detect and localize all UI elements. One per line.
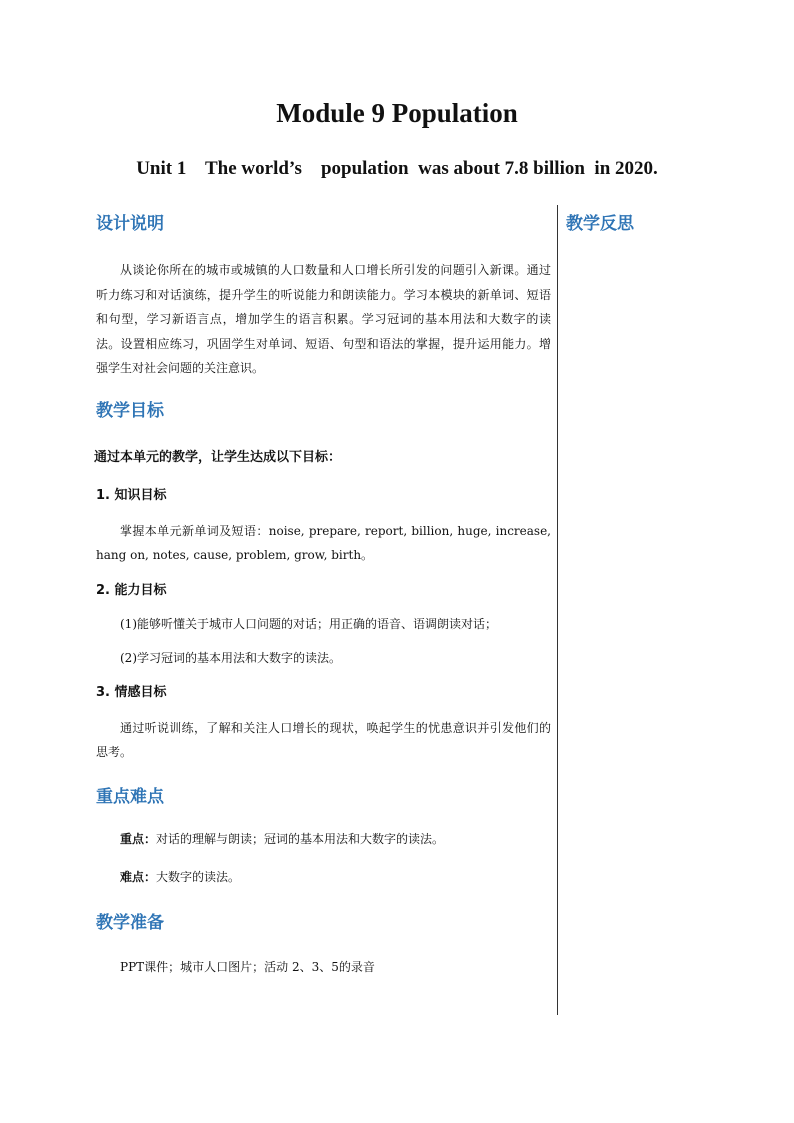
keypoints-section (96, 783, 551, 889)
column-divider (557, 205, 558, 1015)
prep-heading: 教学准备 (96, 912, 164, 933)
page-title: Module 9 Population (276, 98, 518, 128)
unit-title: Unit 1 The world’s population was about 7.8 billion in 2020. (136, 158, 658, 179)
goals-heading: 教学目标 (96, 400, 164, 421)
key-point-label: 重点： (120, 831, 157, 846)
design-heading: 设计说明 (96, 214, 164, 234)
reflection-heading: 教学反思 (566, 214, 634, 234)
emotion-title: 3. 情感目标 (96, 684, 167, 700)
main-column (96, 210, 551, 979)
ability-title: 2. 能力目标 (96, 582, 167, 598)
difficulty-line (96, 865, 551, 889)
knowledge-title: 1. 知识目标 (96, 487, 167, 503)
design-section (96, 210, 551, 381)
design-body: 从谈论你所在的城市或城镇的人口数量和人口增长所引发的问题引入新课。通过听力练习和对话演练，提升学生的听说能力和朗读能力。学习本模块的新单词、短语和句型，学习新语言点，增加学生的语言积累。学习冠词的基本用法和大数字的读法。设置相应练习，巩固学生对单词、短语、句型和语法的掌握，提升运用能力。增强学生对社会问题的关注意识。 (96, 263, 551, 375)
emotion-body: 通过听说训练，了解和关注人口增长的现状，唤起学生的忧患意识并引发他们的思考。 (96, 720, 551, 759)
prep-section (96, 909, 551, 979)
key-point-line (96, 827, 551, 851)
prep-body: PPT课件；城市人口图片；活动 2、3、5的录音 (120, 959, 375, 974)
ability-item: (1)能够听懂关于城市人口问题的对话；用正确的语音、语调朗读对话； (120, 616, 498, 631)
knowledge-body: 掌握本单元新单词及短语：noise, prepare, report, billion, huge, increase, hang on, notes, cause, problem, grow, birth。 (96, 523, 551, 562)
difficulty-text: 大数字的读法。 (156, 869, 241, 884)
keypoints-heading: 重点难点 (96, 786, 164, 807)
goals-intro: 通过本单元的教学，让学生达成以下目标： (94, 449, 342, 465)
reflection-column (566, 210, 746, 238)
ability-item: (2)学习冠词的基本用法和大数字的读法。 (120, 650, 341, 665)
difficulty-label: 难点： (120, 869, 157, 884)
key-point-text: 对话的理解与朗读；冠词的基本用法和大数字的读法。 (156, 831, 445, 846)
goals-section (96, 397, 551, 765)
